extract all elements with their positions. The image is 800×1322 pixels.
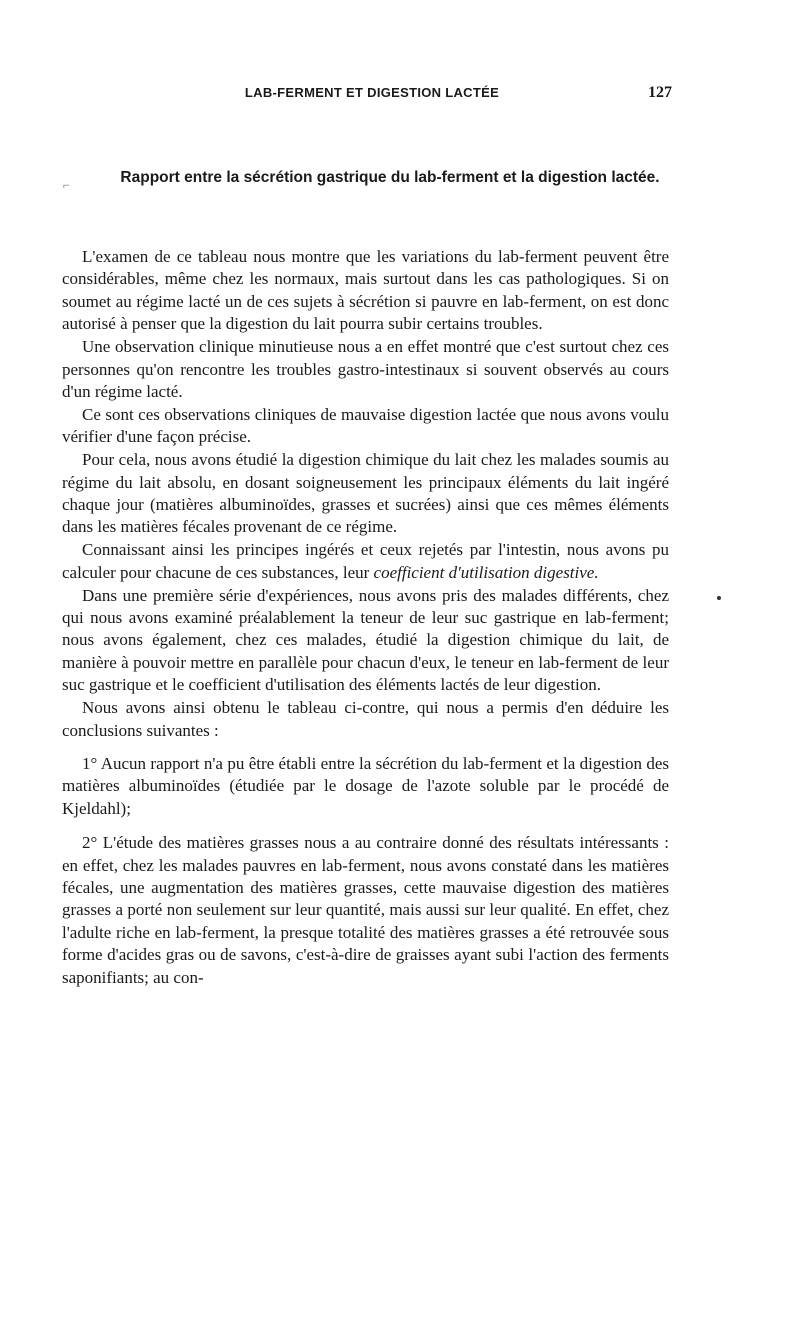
paragraph: Dans une première série d'expériences, nous avons pris des malades différents, chez qui nous avons examiné préalablement la teneur de leur suc gastrique en lab-ferment; nous avons également, chez ces malades, étudié la digestion chimique du lait, de manière à pouvoir mettre en parallèle pour chacun d'eux, le teneur en lab-ferment de leur suc gastrique et le coefficient d'utilisation des éléments lactés de leur digestion. bbox=[62, 585, 669, 695]
paragraph: Une observation clinique minutieuse nous a en effet montré que c'est surtout chez ces personnes qu'on rencontre les troubles gastro-intestinaux si souvent observés au cours d'un régime lacté. bbox=[62, 337, 669, 401]
body-text bbox=[62, 246, 669, 989]
paragraph-coefficient bbox=[62, 539, 669, 584]
section-title: Rapport entre la sécrétion gastrique du lab-ferment et la digestion lactée. bbox=[120, 169, 660, 186]
paragraph: Ce sont ces observations cliniques de mauvaise digestion lactée que nous avons voulu vérifier d'une façon précise. bbox=[62, 404, 669, 447]
paragraph: Nous avons ainsi obtenu le tableau ci-contre, qui nous a permis d'en déduire les conclusions suivantes : bbox=[62, 698, 669, 740]
emphasis-term: coefficient d'utilisation digestive. bbox=[373, 562, 599, 582]
paragraph: Pour cela, nous avons étudié la digestion chimique du lait chez les malades soumis au régime du lait absolu, en dosant soigneusement les principaux éléments du lait ingéré chaque jour (matières albuminoïdes, grasses et sucrées) ainsi que ces mêmes éléments dans les matières fécales provenant de ce régime. bbox=[62, 450, 669, 537]
paragraph: L'examen de ce tableau nous montre que les variations du lab-ferment peuvent être considérables, même chez les normaux, mais surtout dans les cas pathologiques. Si on soumet au régime lacté un de ces sujets à sécrétion si pauvre en lab-ferment, on est donc autorisé à penser que la digestion du lait pourra subir certains troubles. bbox=[62, 247, 669, 334]
running-header: LAB-FERMENT ET DIGESTION LACTÉE bbox=[244, 85, 500, 100]
page-number: 127 bbox=[648, 84, 672, 101]
paragraph-text: Connaissant ainsi les principes ingérés et ceux rejetés par l'intestin, nous avons pu calculer pour chacune de ces substances, leur bbox=[62, 540, 669, 582]
conclusion-item: 1° Aucun rapport n'a pu être établi entre la sécrétion du lab-ferment et la digestion des matières albuminoïdes (étudiée par le dosage de l'azote soluble par le procédé de Kjeldahl); bbox=[62, 753, 669, 818]
conclusion-item: 2° L'étude des matières grasses nous a au contraire donné des résultats intéressants : en effet, chez les malades pauvres en lab-ferment, nous avons constaté dans les matières fécales, une augmentation des matières grasses, cette mauvaise digestion des matières grasses a porté non seulement sur leur quantité, mais aussi sur leur qualité. En effet, chez l'adulte riche en lab-ferment, la presque totalité des matières grasses a été retrouvée sous forme d'acides gras ou de savons, c'est-à-dire de graisses ayant subi l'action des ferments saponifiants; au con- bbox=[62, 833, 669, 987]
stray-ink-mark: ⌐ bbox=[63, 178, 70, 192]
margin-dot bbox=[717, 596, 721, 600]
